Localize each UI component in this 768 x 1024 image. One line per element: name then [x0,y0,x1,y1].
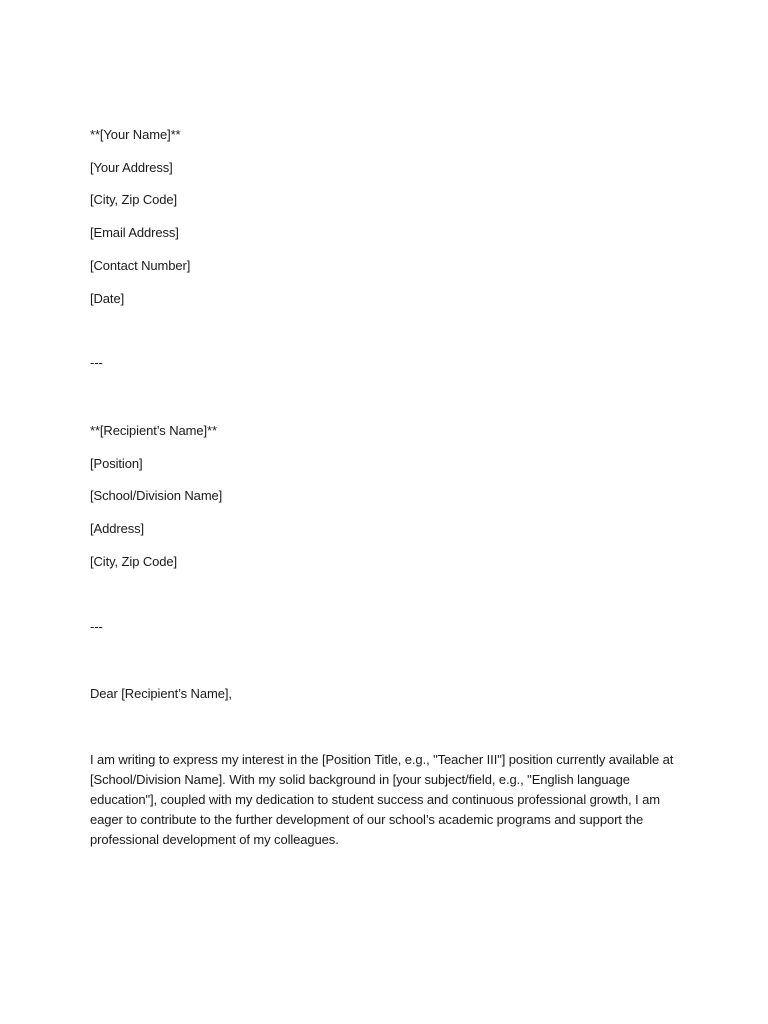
separator-bottom: --- [90,619,103,634]
recipient-school: [School/Division Name] [90,488,223,503]
recipient-name: **[Recipient’s Name]** [90,423,217,438]
sender-email: [Email Address] [90,225,179,240]
recipient-position: [Position] [90,456,143,471]
sender-contact-number: [Contact Number] [90,258,191,273]
sender-city-zip: [City, Zip Code] [90,192,178,207]
salutation: Dear [Recipient’s Name], [90,686,232,701]
separator-top: --- [90,355,103,370]
recipient-address: [Address] [90,521,145,536]
body-paragraph: I am writing to express my interest in the [Position Title, e.g., "Teacher III"] position currently available at [School/Division Name]. With my solid background in [your subject/field, e.g., "English language education"], coupled with my dedication to student success and continuous professional growth, I am eager to contribute to the further development of our school’s academic programs and support the professional development of my colleagues. [90,752,674,847]
letter-date: [Date] [90,291,125,306]
sender-address: [Your Address] [90,160,173,175]
sender-name: **[Your Name]** [90,127,181,142]
recipient-city-zip: [City, Zip Code] [90,554,178,569]
